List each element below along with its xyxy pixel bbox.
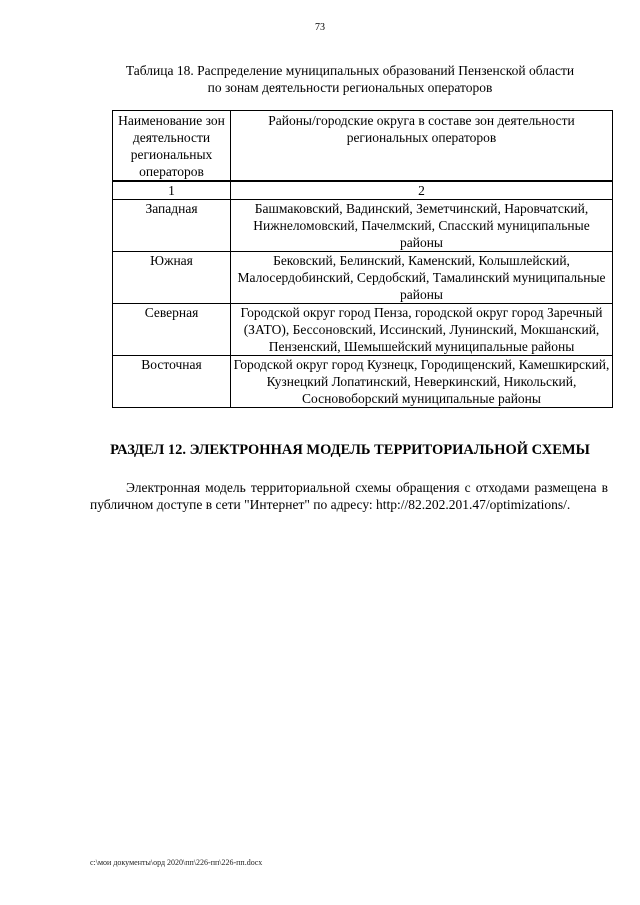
table-caption-line-2: по зонам деятельности региональных операторов	[207, 80, 493, 95]
page-number: 73	[315, 22, 325, 33]
table-row	[113, 304, 613, 356]
districts-cell: Башмаковский, Вадинский, Земетчинский, Наровчатский, Нижнеломовский, Пачелмский, Спасский муниципальные районы	[231, 200, 613, 252]
zone-cell: Южная	[113, 252, 231, 304]
table-row	[113, 252, 613, 304]
header-row	[113, 111, 613, 181]
districts-cell: Городской округ город Пенза, городской округ город Заречный (ЗАТО), Бессоновский, Иссинский, Лунинский, Мокшанский, Пензенский, Шемышейский муниципальные районы	[231, 304, 613, 356]
table-row	[113, 356, 613, 408]
districts-cell: Бековский, Белинский, Каменский, Колышлейский, Малосердобинский, Сердобский, Тамалинский муниципальные районы	[231, 252, 613, 304]
section-heading: РАЗДЕЛ 12. ЭЛЕКТРОННАЯ МОДЕЛЬ ТЕРРИТОРИАЛЬНОЙ СХЕМЫ	[110, 442, 590, 458]
zone-cell: Восточная	[113, 356, 231, 408]
districts-cell: Городской округ город Кузнецк, Городищенский, Камешкирский, Кузнецкий Лопатинский, Неверкинский, Никольский, Сосновоборский муниципальные районы	[231, 356, 613, 408]
section-paragraph: Электронная модель территориальной схемы обращения с отходами размещена в публичном доступе в сети "Интернет" по адресу: http://82.202.201.47/optimizations/.	[90, 480, 608, 512]
footer-file-path: c:\мои документы\орд 2020\пп\226-пп\226-пп.docx	[90, 858, 263, 867]
table-header	[112, 110, 613, 181]
zone-cell: Западная	[113, 200, 231, 252]
column-number-2: 2	[231, 182, 613, 200]
table-row	[113, 200, 613, 252]
header-districts: Районы/городские округа в составе зон деятельности региональных операторов	[231, 111, 613, 181]
zone-cell: Северная	[113, 304, 231, 356]
table-caption	[90, 62, 610, 96]
header-zone-name: Наименование зон деятельности региональных операторов	[113, 111, 231, 181]
table-body	[112, 181, 613, 408]
column-number-1: 1	[113, 182, 231, 200]
column-number-row	[113, 182, 613, 200]
table-caption-line-1: Таблица 18. Распределение муниципальных образований Пензенской области	[125, 63, 575, 78]
